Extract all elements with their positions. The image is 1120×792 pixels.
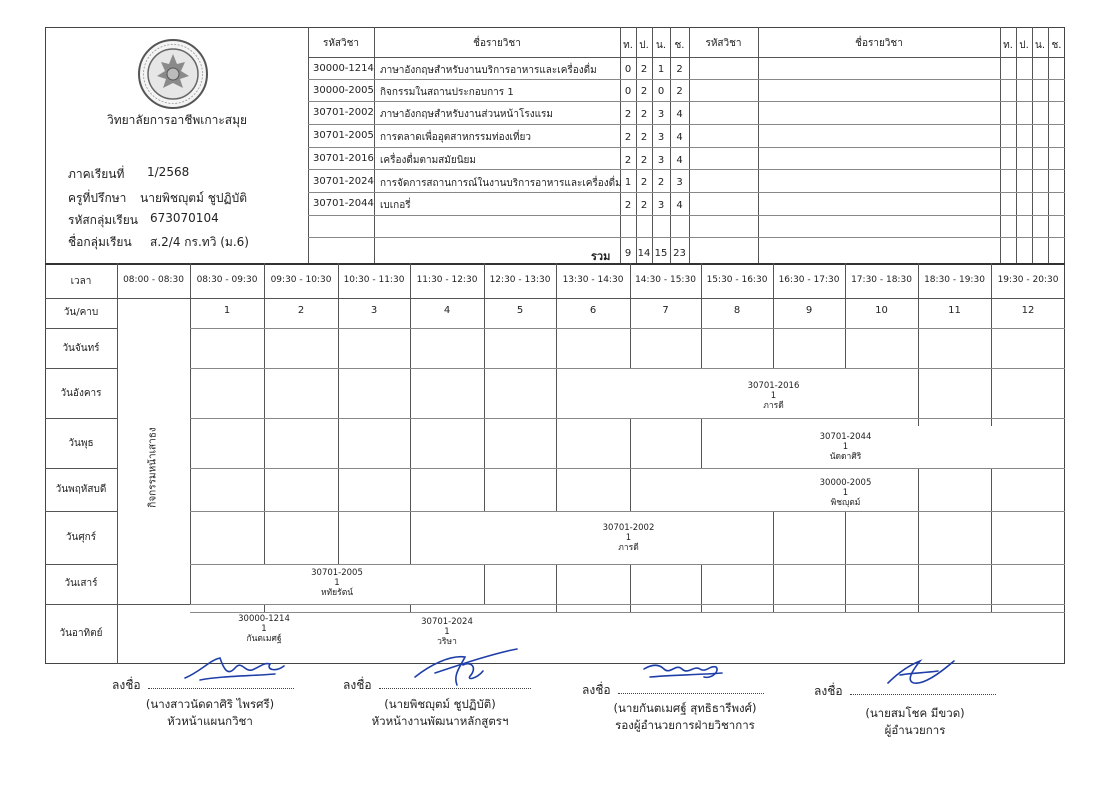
group-name-value: ส.2/4 กร.ทวิ (ม.6) [150, 235, 249, 249]
group-name-label: ชื่อกลุ่มเรียน [68, 235, 132, 249]
signatory-position: หัวหน้างานพัฒนาหลักสูตรฯ [371, 714, 509, 728]
time-slot: 08:00 - 08:30 [123, 275, 184, 285]
total-credit: 15 [654, 248, 668, 259]
theory-header: ท. [623, 40, 633, 51]
total-theory: 9 [624, 248, 632, 259]
semester-label: ภาคเรียนที่ [68, 167, 125, 181]
signatory-name: (นางสาวนัดดาศิริ ไพรศรี) [145, 697, 275, 711]
sign-label: ลงชื่อ [112, 678, 141, 692]
class-block: 30701-2024 1 วริษา [421, 617, 473, 647]
signatory-name: (นายกันตเมศฐ์ สุทธิธารีพงศ์) [613, 701, 757, 715]
class-block: 30701-2016 1 ภารดี [747, 381, 800, 411]
credit-header: น. [655, 40, 666, 51]
signatory-position: หัวหน้าแผนกวิชา [167, 714, 253, 728]
total-label: รวม [591, 250, 611, 263]
signature-line [379, 678, 531, 689]
advisor-value: นายพิชญุตม์ ชูปฏิบัติ [140, 191, 247, 205]
day-label-friday: วันศุกร์ [65, 532, 97, 543]
hours-header-2: ช. [1051, 40, 1062, 51]
class-block: 30000-1214 1 กันตเมศฐ์ [238, 614, 290, 644]
day-label-thursday: วันพฤหัสบดี [55, 484, 107, 495]
time-slot: 13:30 - 14:30 [562, 275, 624, 285]
theory-header-2: ท. [1003, 40, 1013, 51]
day-period-header: วัน/คาบ [63, 307, 99, 318]
signatory-block [815, 705, 1015, 739]
time-slot: 16:30 - 17:30 [778, 275, 840, 285]
period-number: 5 [516, 305, 524, 316]
advisor-label: ครูที่ปรึกษา [68, 191, 127, 205]
subject-name-header-2: ชื่อรายวิชา [855, 38, 903, 49]
signatory-name: (นายพิชญุตม์ ชูปฏิบัติ) [384, 697, 496, 711]
sign-label: ลงชื่อ [814, 684, 843, 698]
period-number: 10 [875, 305, 888, 316]
signatory-block [575, 700, 795, 734]
class-block: 30000-2005 1 พิชญุตม์ [819, 478, 872, 508]
period-number: 3 [370, 305, 378, 316]
subject-name-header: ชื่อรายวิชา [473, 38, 521, 49]
time-header: เวลา [70, 276, 92, 287]
period-number: 2 [297, 305, 305, 316]
time-slot: 09:30 - 10:30 [270, 275, 332, 285]
signatory-block [110, 696, 310, 730]
class-block: 30701-2005 1 หทัยรัตน์ [311, 568, 363, 598]
signatory-block [340, 696, 540, 730]
day-label-wednesday: วันพุธ [68, 438, 94, 449]
day-label-sunday: วันอาทิตย์ [59, 628, 103, 639]
flag-activity-label: กิจกรรมหน้าเสาธง [147, 427, 159, 508]
time-slot: 12:30 - 13:30 [489, 275, 551, 285]
signatory-position: รองผู้อำนวยการฝ่ายวิชาการ [615, 718, 755, 732]
signature-scribble [640, 655, 730, 685]
period-number: 11 [948, 305, 961, 316]
period-number: 7 [662, 305, 669, 316]
day-label-monday: วันจันทร์ [62, 343, 100, 354]
signature-line [148, 678, 294, 689]
group-code-value: 673070104 [150, 211, 219, 225]
signatory-name: (นายสมโชค มีขวด) [865, 706, 965, 720]
signatory-position: ผู้อำนวยการ [884, 723, 946, 737]
class-block: 30701-2044 1 นัดดาศิริ [819, 432, 872, 462]
credit-header-2: น. [1034, 40, 1045, 51]
college-name: วิทยาลัยการอาชีพเกาะสมุย [107, 113, 248, 127]
time-slot: 11:30 - 12:30 [416, 275, 478, 285]
signature-line [618, 683, 764, 694]
total-hours: 23 [673, 248, 686, 259]
hours-header: ช. [674, 40, 685, 51]
time-slot: 19:30 - 20:30 [997, 275, 1059, 285]
period-number: 6 [589, 305, 597, 316]
time-slot: 18:30 - 19:30 [924, 275, 985, 285]
sign-label: ลงชื่อ [343, 678, 372, 692]
period-number: 4 [443, 305, 451, 316]
time-slot: 15:30 - 16:30 [706, 275, 768, 285]
semester-value: 1/2568 [147, 165, 190, 179]
group-code-label: รหัสกลุ่มเรียน [68, 213, 138, 227]
subject-code-header: รหัสวิชา [322, 38, 360, 49]
period-number: 8 [733, 305, 741, 316]
time-slot: 08:30 - 09:30 [196, 275, 258, 285]
college-seal-logo [137, 38, 209, 110]
period-number: 9 [805, 305, 813, 316]
time-slot: 10:30 - 11:30 [343, 275, 405, 285]
signature-line [850, 684, 996, 695]
sign-label: ลงชื่อ [582, 683, 611, 697]
total-practice: 14 [637, 248, 651, 259]
class-block: 30701-2002 1 ภารดี [602, 523, 655, 553]
subject-code-header-2: รหัสวิชา [705, 38, 742, 49]
time-slot: 17:30 - 18:30 [851, 275, 912, 285]
day-label-tuesday: วันอังคาร [60, 388, 102, 399]
period-number: 1 [223, 305, 231, 316]
practice-header-2: ป. [1019, 40, 1029, 51]
period-number: 12 [1021, 305, 1035, 316]
practice-header: ป. [639, 40, 649, 51]
time-slot: 14:30 - 15:30 [635, 275, 696, 285]
day-label-saturday: วันเสาร์ [64, 578, 98, 589]
